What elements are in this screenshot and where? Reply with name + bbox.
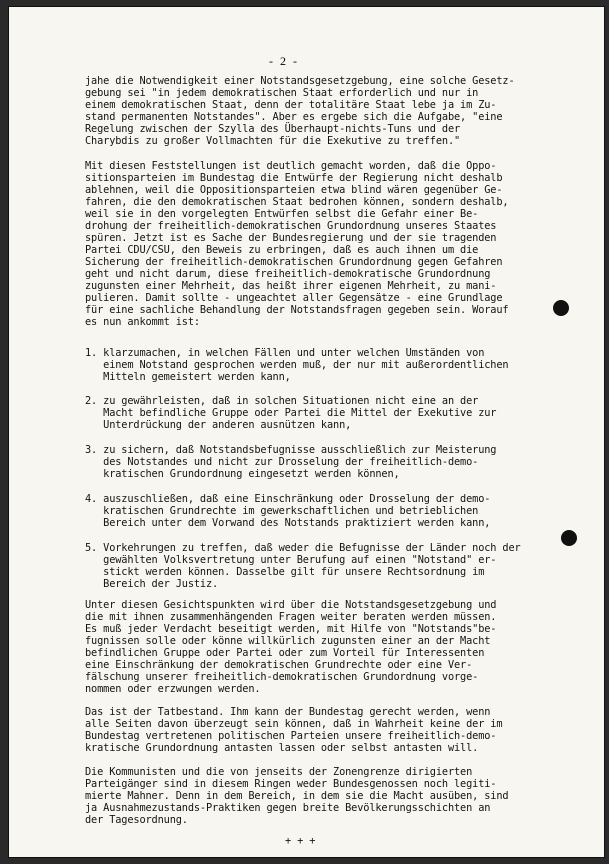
document-body	[9, 7, 604, 857]
text-line: stand permanenten Notstandes". Aber es ergebe sich die Aufgabe, "eine	[85, 111, 503, 123]
text-line: Parteigänger sind in diesem Ringen weder Bundesgenossen noch legiti-	[85, 778, 497, 790]
text-line: Mitteln gemeistert werden kann,	[85, 371, 291, 383]
text-line: Das ist der Tatbestand. Ihm kann der Bundestag gerecht werden, wenn	[85, 706, 491, 718]
text-line: fälschung unserer freiheitlich-demokratischen Grundordnung vorge-	[85, 671, 479, 683]
text-line: die mit ihnen zusammenhängenden Fragen weiter beraten werden müssen.	[85, 611, 497, 623]
text-line: Es muß jeder Verdacht beseitigt werden, mit Hilfe von "Notstands"be-	[85, 623, 497, 635]
page-number: - 2 -	[269, 54, 299, 68]
text-line: jahe die Notwendigkeit einer Notstandsgesetzgebung, eine solche Gesetz-	[85, 75, 515, 87]
text-line: ja Ausnahmezustands-Praktiken gegen breite Bevölkerungsschichten an	[85, 802, 491, 814]
text-line: 5. Vorkehrungen zu treffen, daß weder die Befugnisse der Länder noch der	[85, 542, 521, 554]
text-line: alle Seiten davon überzeugt sein können, daß in Wahrheit keine der im	[85, 718, 503, 730]
text-line: Mit diesen Feststellungen ist deutlich gemacht worden, daß die Oppo-	[85, 160, 497, 172]
text-line: spüren. Jetzt ist es Sache der Bundesregierung und der sie tragenden	[85, 232, 497, 244]
text-line: gebung sei "in jedem demokratischen Staat erforderlich und nur in	[85, 87, 479, 99]
text-line: Unter diesen Gesichtspunkten wird über die Notstandsgesetzgebung und	[85, 599, 497, 611]
text-line: pulieren. Damit sollte - ungeachtet aller Gegensätze - eine Grundlage	[85, 292, 503, 304]
text-line: kratische Grundordnung antasten lassen oder selbst antasten will.	[85, 742, 479, 754]
text-line: sitionsparteien im Bundestag die Entwürfe der Regierung nicht deshalb	[85, 172, 503, 184]
text-line: der Tagesordnung.	[85, 814, 188, 826]
text-line: mierte Mahner. Denn in dem Bereich, in dem sie die Macht ausüben, sind	[85, 790, 509, 802]
text-line: Partei CDU/CSU, den Beweis zu erbringen, daß es auch ihnen um die	[85, 244, 479, 256]
text-line: 2. zu gewährleisten, daß in solchen Situationen nicht eine an der	[85, 395, 479, 407]
text-line: Regelung zwischen der Szylla des Überhaupt-nichts-Tuns und der	[85, 123, 461, 135]
text-line: Bereich der Justiz.	[85, 578, 219, 590]
text-line: + + +	[285, 835, 316, 847]
text-line: gewählten Volksvertretung unter Berufung auf einen "Notstand" er-	[85, 554, 497, 566]
text-line: kratischen Grundordnung eingesetzt werden können,	[85, 468, 400, 480]
text-line: des Notstandes und nicht zur Drosselung der freiheitlich-demo-	[85, 456, 479, 468]
text-line: drohung der freiheitlich-demokratischen Grundordnung unseres Staates	[85, 220, 497, 232]
text-line: fugnissen solle oder könne willkürlich zugunsten einer an der Macht	[85, 635, 491, 647]
text-line: kratischen Grundrechte im gewerkschaftlichen und betrieblichen	[85, 505, 479, 517]
text-line: für eine sachliche Behandlung der Notstandsfragen gegeben sein. Worauf	[85, 304, 509, 316]
text-line: geht und nicht darum, diese freiheitlich-demokratische Grundordnung	[85, 268, 491, 280]
text-line: eine Einschränkung der demokratischen Grundrechte oder eine Ver-	[85, 659, 473, 671]
text-line: einem demokratischen Staat, denn der totalitäre Staat lebe ja im Zu-	[85, 99, 497, 111]
text-line: Unterdrückung der anderen ausnützen kann,	[85, 419, 352, 431]
text-line: Sicherung der freiheitlich-demokratischen Grundordnung gegen Gefahren	[85, 256, 503, 268]
text-line: Bereich unter dem Vorwand des Notstands praktiziert werden kann,	[85, 517, 491, 529]
text-line: nommen oder erzwungen werden.	[85, 683, 261, 695]
text-line: Macht befindliche Gruppe oder Partei die Mittel der Exekutive zur	[85, 407, 497, 419]
text-line: 4. auszuschließen, daß eine Einschränkung oder Drosselung der demo-	[85, 493, 491, 505]
text-line: einem Notstand gesprochen werden muß, der nur mit außerordentlichen	[85, 359, 509, 371]
text-line: zugunsten einer Mehrheit, das heißt ihrer eigenen Mehrheit, zu mani-	[85, 280, 497, 292]
text-line: 1. klarzumachen, in welchen Fällen und unter welchen Umständen von	[85, 347, 485, 359]
text-line: Charybdis zu großer Vollmachten für die Exekutive zu treffen."	[85, 135, 461, 147]
text-line: Die Kommunisten und die von jenseits der Zonengrenze dirigierten	[85, 766, 473, 778]
text-line: stickt werden können. Dasselbe gilt für unsere Rechtsordnung im	[85, 566, 485, 578]
punch-hole-mark	[553, 300, 569, 316]
text-line: ablehnen, weil die Oppositionsparteien etwa blind wären gegenüber Ge-	[85, 184, 503, 196]
text-line: befindlichen Gruppe oder Partei oder zum Vorteil für Interessenten	[85, 647, 485, 659]
text-line: es nun ankommt ist:	[85, 316, 200, 328]
text-line: weil sie in den vorgelegten Entwürfen selbst die Gefahr einer Be-	[85, 208, 479, 220]
text-line: 3. zu sichern, daß Notstandsbefugnisse ausschließlich zur Meisterung	[85, 444, 497, 456]
text-line: fahren, die den demokratischen Staat bedrohen können, sondern deshalb,	[85, 196, 509, 208]
punch-hole-mark	[561, 530, 577, 546]
document-page	[8, 6, 605, 858]
text-line: Bundestag vertretenen politischen Parteien unsere freiheitlich-demo-	[85, 730, 497, 742]
